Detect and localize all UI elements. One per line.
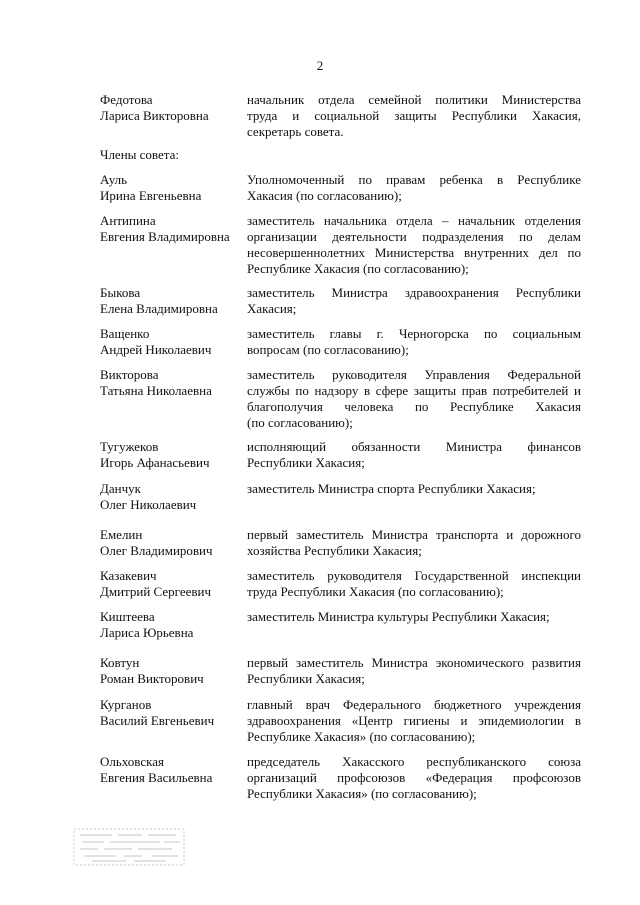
person-name (100, 697, 248, 729)
person-name (100, 754, 248, 786)
position-line: начальник отдела семейной политики Министерства (247, 92, 581, 107)
person-position (247, 172, 581, 204)
person-surname: Быкова (100, 285, 141, 300)
person-name (100, 439, 248, 471)
person-position (247, 481, 581, 497)
position-line: Уполномоченный по правам ребенка в Республике (247, 172, 581, 187)
position-line: (по согласованию); (247, 415, 353, 430)
person-name (100, 527, 248, 559)
person-given-names: Татьяна Николаевна (100, 383, 212, 398)
position-line: организации деятельности подразделения по делам (247, 229, 581, 244)
person-surname: Тугужеков (100, 439, 159, 454)
position-line: заместитель руководителя Управления Федеральной (247, 367, 581, 382)
person-surname: Казакевич (100, 568, 157, 583)
members-heading: Члены совета: (100, 147, 179, 162)
person-surname: Викторова (100, 367, 159, 382)
registration-stamp (72, 823, 187, 871)
person-given-names: Василий Евгеньевич (100, 713, 215, 728)
person-name (100, 481, 248, 513)
person-position (247, 568, 581, 600)
person-name (100, 367, 248, 399)
person-surname: Ауль (100, 172, 128, 187)
position-line: Республики Хакасия; (247, 455, 365, 470)
position-line: исполняющий обязанности Министра финансов (247, 439, 581, 454)
person-surname: Курганов (100, 697, 152, 712)
person-name (100, 609, 248, 641)
position-line: первый заместитель Министра транспорта и дорожного (247, 527, 581, 542)
person-name (100, 172, 248, 204)
person-surname: Ольховская (100, 754, 165, 769)
person-position (247, 213, 581, 277)
person-given-names: Андрей Николаевич (100, 342, 212, 357)
person-name (100, 285, 248, 317)
person-name (100, 568, 248, 600)
person-surname: Антипина (100, 213, 156, 228)
person-position (247, 527, 581, 559)
position-line: хозяйства Республики Хакасия; (247, 543, 422, 558)
person-surname: Ковтун (100, 655, 140, 670)
person-surname: Ващенко (100, 326, 150, 341)
position-line: Республики Хакасия; (247, 671, 365, 686)
page-number: 2 (316, 58, 324, 73)
person-given-names: Лариса Викторовна (100, 108, 209, 123)
person-name (100, 326, 248, 358)
person-surname: Данчук (100, 481, 141, 496)
position-line: главный врач Федерального бюджетного учреждения (247, 697, 581, 712)
position-line: заместитель руководителя Государственной инспекции (247, 568, 581, 583)
position-line: председатель Хакасского республиканского союза (247, 754, 581, 769)
position-line: заместитель Министра здравоохранения Республики (247, 285, 581, 300)
position-line: труда Республики Хакасия (по согласованию); (247, 584, 504, 599)
person-given-names: Роман Викторович (100, 671, 204, 686)
position-line: Республике Хакасия (по согласованию); (247, 261, 469, 276)
position-line: Республике Хакасия» (по согласованию); (247, 729, 476, 744)
person-name (100, 655, 248, 687)
position-line: заместитель Министра спорта Республики Хакасия; (247, 481, 536, 496)
person-name (100, 92, 248, 124)
person-position (247, 285, 581, 317)
person-given-names: Лариса Юрьевна (100, 625, 194, 640)
position-line: Хакасия (по согласованию); (247, 188, 402, 203)
person-given-names: Елена Владимировна (100, 301, 218, 316)
person-given-names: Игорь Афанасьевич (100, 455, 210, 470)
position-line: вопросам (по согласованию); (247, 342, 409, 357)
person-surname: Киштеева (100, 609, 155, 624)
position-line: секретарь совета. (247, 124, 344, 139)
person-position (247, 326, 581, 358)
person-position (247, 609, 581, 625)
person-surname: Федотова (100, 92, 153, 107)
position-line: Хакасия; (247, 301, 297, 316)
person-position (247, 439, 581, 471)
position-line: заместитель начальника отдела – начальник отделения (247, 213, 581, 228)
person-position (247, 92, 581, 140)
person-given-names: Евгения Васильевна (100, 770, 213, 785)
position-line: заместитель главы г. Черногорска по социальным (247, 326, 581, 341)
person-position (247, 655, 581, 687)
position-line: благополучия человека по Республике Хакасия (247, 399, 581, 414)
person-surname: Емелин (100, 527, 143, 542)
position-line: несовершеннолетних Министерства внутренних дел по (247, 245, 581, 260)
position-line: заместитель Министра культуры Республики Хакасия; (247, 609, 550, 624)
person-given-names: Олег Владимирович (100, 543, 213, 558)
position-line: организаций профсоюзов «Федерация профсоюзов (247, 770, 581, 785)
person-given-names: Дмитрий Сергеевич (100, 584, 211, 599)
position-line: службы по надзору в сфере защиты прав потребителей и (247, 383, 581, 398)
person-name (100, 213, 248, 245)
position-line: первый заместитель Министра экономического развития (247, 655, 581, 670)
position-line: Республики Хакасия» (по согласованию); (247, 786, 477, 801)
position-line: труда и социальной защиты Республики Хакасия, (247, 108, 581, 123)
person-given-names: Ирина Евгеньевна (100, 188, 202, 203)
position-line: здравоохранения «Центр гигиены и эпидемиологии в (247, 713, 581, 728)
person-position (247, 754, 581, 802)
person-given-names: Евгения Владимировна (100, 229, 230, 244)
person-position (247, 697, 581, 745)
person-position (247, 367, 581, 431)
person-given-names: Олег Николаевич (100, 497, 197, 512)
